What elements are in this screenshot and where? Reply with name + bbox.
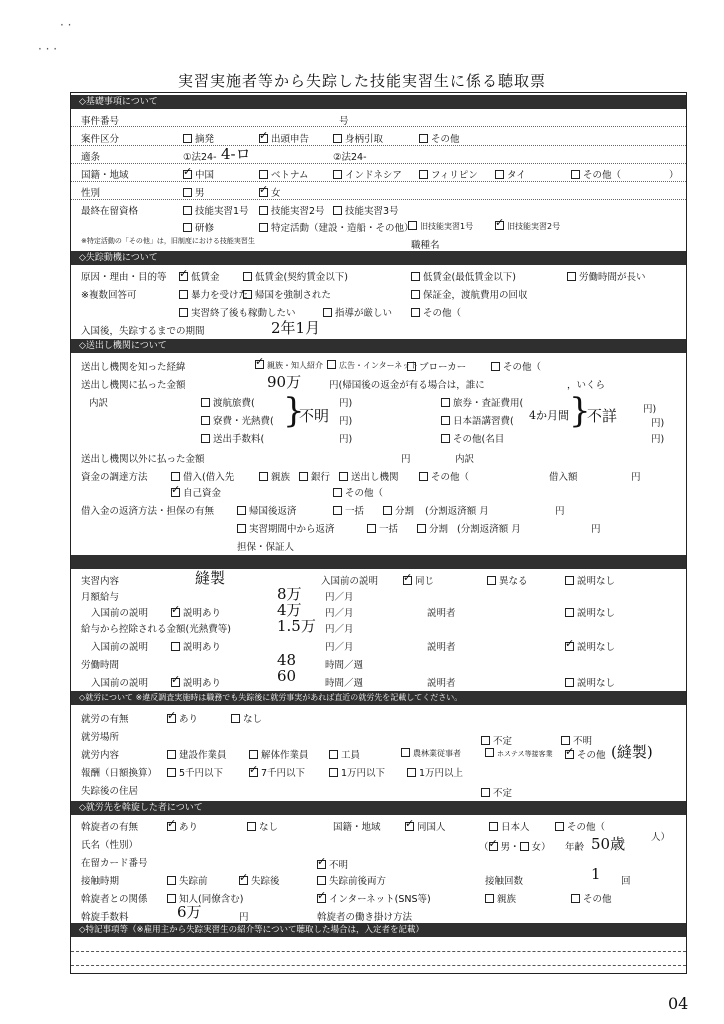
checkbox-r4[interactable] [567, 272, 576, 281]
nat-indonesia: インドネシア [345, 170, 402, 181]
period-label: 入国後，失踪するまでの期間 [81, 326, 205, 337]
explainer-2: 説明者 [427, 642, 456, 653]
ct-arrest: 摘発 [195, 134, 215, 145]
hours-handwritten-1: 48 [277, 651, 297, 669]
checkbox-diff[interactable] [487, 576, 496, 585]
checkbox-st5[interactable] [259, 223, 268, 232]
deduct-handwritten-2: 1.5万 [277, 617, 316, 635]
nat-other: その他（ [583, 170, 622, 181]
checkbox-p1[interactable] [237, 506, 246, 515]
checkbox-broker-male[interactable] [489, 842, 498, 851]
checkbox-r3[interactable] [411, 272, 420, 281]
case-type-label: 案件区分 [81, 134, 120, 145]
other-paid-yen: 円 [401, 454, 411, 465]
checkbox-st4[interactable] [183, 223, 192, 232]
p1: 帰国後返済 [249, 506, 297, 517]
explainer-1: 説明者 [427, 608, 456, 619]
fee-label: 斡旋手数料 [81, 912, 129, 923]
checkbox-broker-jp[interactable] [489, 822, 498, 831]
p4: 実習期間中から返済 [249, 524, 335, 535]
checkbox-p2[interactable] [333, 506, 342, 515]
checkbox-addr-undet[interactable] [481, 788, 490, 797]
count-unit: 回 [621, 876, 631, 887]
r9: 指導が厳しい [335, 308, 393, 319]
checkbox-male[interactable] [183, 188, 192, 197]
status-label: 最終在留資格 [81, 206, 139, 217]
noexp4: 説明なし [577, 678, 616, 689]
checkbox-f6[interactable] [171, 488, 180, 497]
checkbox-g4[interactable] [407, 768, 416, 777]
h2: 広告・インターネット [339, 361, 419, 370]
st3: 技能実習3号 [345, 206, 399, 217]
job-label: 職種名 [411, 240, 440, 251]
nat-philippines: フィリピン [431, 170, 478, 181]
b6: その他(名目 [453, 434, 505, 445]
deduct-pre-label: 入国前の説明 [91, 642, 149, 653]
content-pre-label: 入国前の説明 [321, 576, 379, 587]
f7: その他（ [345, 488, 384, 499]
broker-yes: あり [179, 822, 199, 833]
checkbox-w3[interactable] [329, 750, 338, 759]
broker-female: 女 [531, 842, 542, 853]
p6-amount: (分割返済額 月 [457, 524, 521, 535]
b5-yen: 円) [651, 418, 665, 429]
nationality-label: 国籍・地域 [81, 170, 129, 181]
page-number: 04 [668, 994, 689, 1013]
r10: その他（ [423, 308, 462, 319]
b3-yen: 円) [339, 434, 353, 445]
b5: 日本語講習費( [453, 416, 514, 427]
section-basic: ◇基礎事項について [71, 95, 686, 109]
deduct-handwritten-1: 4万 [277, 601, 302, 619]
checkbox-w4[interactable] [401, 748, 410, 757]
hours-pre-label: 入国前の説明 [91, 678, 149, 689]
checkbox-rl4[interactable] [571, 894, 580, 903]
checkbox-g1[interactable] [167, 768, 176, 777]
breakdown-label: 内訳 [89, 398, 109, 409]
broker-nat-label: 国籍・地域 [333, 822, 381, 833]
exp3: 説明あり [183, 678, 222, 689]
h4: その他（ [503, 362, 542, 373]
checkbox-w6[interactable] [565, 750, 574, 759]
f2: 親族 [271, 472, 291, 483]
checkbox-st1[interactable] [183, 206, 192, 215]
checkbox-w1[interactable] [167, 750, 176, 759]
sex-label: 性別 [81, 188, 101, 199]
status-note: ※特定活動の「その他」は，旧制度における技能実習生 [81, 237, 255, 245]
checkbox-h1[interactable] [255, 360, 264, 369]
method-label: 斡旋者の働き掛け方法 [317, 912, 413, 923]
checkbox-r5[interactable] [179, 290, 188, 299]
checkbox-g2[interactable] [249, 768, 258, 777]
checkbox-c3[interactable] [317, 876, 326, 885]
r2: 低賃金(契約賃金以下) [255, 272, 348, 283]
checkbox-noexp3[interactable] [565, 642, 574, 651]
w3: 工員 [341, 750, 361, 761]
hearing-form: ◇基礎事項について 事件番号 号 案件区分 摘発 ✓ 出頭申告 身柄引取 その他 適条 ①法24- 4-ロ ②法24- 国籍・地域 ✓ 中国 ベトナム インドネシア フィリピン タイ その他（ ） 性別 男 ✓ 女 最終在留資格 技能実習1号 技能実習2号 技能実習3号 研修 特定活動（建設・造船・その他） 旧技能実習1号 ✓ 旧技能実習2号 ※特定活動の「その他」は，旧制度における技能実習生 職種名 ◇失踪動機について 原因・理由・目的等 ✓ 低賃金 低賃金(契約賃金以下) 低賃金(最低賃金以下) 労働時間が長い ※複数回答可 暴力を受けた 帰国を強制された 保証金，渡航費用の回収 実習終了後も稼動したい 指導が厳しい その他（ 入国後，失踪するまでの期間 2年1月 ◇送出し機関について 送出し機関を知った経緯 ✓ 親族・知人紹介 広告・インターネット ブローカー その他（ 送出し機関に払った金額 90万 円(帰国後の返金が有る場合は，誰に ，いくら 内訳 渡航旅費( 円) 寮費・光熱費( 円) 送出手数料( 円) } 不明 旅券・査証費用( 日本語講習費( 4か月間 その他(名目 } 不詳 円) 円) 円) 送出し機関以外に払った金額 円 内訳 資金の調達方法 借入(借入先 親族 銀行 送出し機関 その他（ 借入額 円 ✓自己資金 その他（ 借入金の返済方法・担保の有無 帰国後返済 一括 分割 (分割返済額 月 円 実習期間中から返済 一括 分割 (分割返済額 月 円 担保・保証人 実習内容 縫製 入国前の説明 ✓ 同じ 異なる 説明なし 月額給与 8万 円／月 入国前の説明 ✓ 説明あり 4万 円／月 説明者 説明なし 給与から控除される金額(光熱費等) 1.5万 円／月 入国前の説明 説明あり 円／月 説明者 ✓ 説明なし 労働時間 48 時間／週 入国前の説明 ✓ 説明あり 60 時間／週 説明者 説明なし ◇就労について ※違反調査実施時は職務でも失踪後に就労事実があれば直近の就労先を記載してください。 就労の有無 ✓ あり なし 就労場所 不定 不明 就労内容 建設作業員 解体作業員 工員 農林業従事者 ホステス等接客業 ✓ その他 (縫製) 報酬（日額換算） 5千円以下 ✓ 7千円以下 1万円以下 1万円以上 失踪後の住居 不定 ◇就労先を斡旋した者について 斡旋者の有無 ✓ あり なし 国籍・地域 ✓ 同国人 日本人 その他（ 人） 氏名（性別） （✓ 男・ 女） 年齢 50歳 在留カード番号 ✓ 不明 接触時期 失踪前 ✓ 失踪後 失踪前後両方 接触回数 1 回 斡旋者との関係 知人(同僚含む) ✓ インターネット(SNS等) 親族 その他 斡旋手数料 6万 円 斡旋者の働き掛け方法 ◇特記事項等（※雇用主から失踪実習生の紹介等について聴取した場合は，入定者を記載） [70, 92, 687, 974]
noexp1: 説明なし [577, 576, 616, 587]
scan-specks: · · [60, 18, 72, 32]
law-1-handwritten: 4-ロ [221, 145, 251, 163]
b4-yen: 円) [643, 404, 657, 415]
checkbox-g3[interactable] [329, 768, 338, 777]
contact-label: 接触時期 [81, 876, 120, 887]
w6: その他 [577, 750, 606, 761]
how-label: 送出し機関を知った経緯 [81, 362, 186, 373]
section-agency: ◇送出し機関について [71, 339, 686, 353]
exp1: 説明あり [183, 608, 222, 619]
checkbox-c2[interactable] [239, 876, 248, 885]
hours-label: 労働時間 [81, 660, 120, 671]
checkbox-exp3[interactable] [171, 678, 180, 687]
checkbox-r6[interactable] [243, 290, 252, 299]
checkbox-f7[interactable] [333, 488, 342, 497]
rl3: 親族 [497, 894, 517, 905]
checkbox-work-no[interactable] [231, 714, 240, 723]
g2: 7千円以下 [261, 768, 306, 779]
w6-handwritten: (縫製) [611, 743, 653, 761]
same: 同じ [415, 576, 435, 587]
g1: 5千円以下 [179, 768, 224, 779]
checkbox-custody[interactable] [333, 134, 342, 143]
work-no: なし [243, 714, 263, 725]
r7: 保証金，渡航費用の回収 [423, 290, 528, 301]
checkbox-noexp1[interactable] [565, 576, 574, 585]
rl4: その他 [583, 894, 612, 905]
nat-vietnam: ベトナム [271, 170, 309, 181]
h1: 親族・知人紹介 [267, 361, 323, 370]
p3-yen: 円 [555, 506, 565, 517]
p6: 分割 [429, 524, 449, 535]
paid-ikura: ，いくら [567, 380, 606, 391]
st6: 旧技能実習1号 [420, 222, 474, 231]
pay-unit-2: 円／月 [325, 608, 354, 619]
st1: 技能実習1号 [195, 206, 249, 217]
sex-female: 女 [271, 188, 281, 199]
checkbox-r8[interactable] [179, 308, 188, 317]
checkbox-place-unknown[interactable] [561, 736, 570, 745]
w4: 農林業従事者 [413, 749, 461, 758]
checkbox-p3[interactable] [383, 506, 392, 515]
work-content-label: 就労内容 [81, 750, 120, 761]
section-work: ◇就労について ※違反調査実施時は職務でも失踪後に就労事実があれば直近の就労先を記載してください。 [71, 691, 686, 705]
checkbox-r9[interactable] [323, 308, 332, 317]
p3: 分割 [395, 506, 415, 517]
form-title: 実習実施者等から失踪した技能実習生に係る聴取票 [177, 72, 546, 90]
b3: 送出手数料( [213, 434, 265, 445]
checkbox-nat-other[interactable] [571, 170, 580, 179]
law-label: 適条 [81, 152, 101, 163]
broker-age-label: 年齢 [565, 842, 585, 853]
pay-pre-label: 入国前の説明 [91, 608, 149, 619]
pay-handwritten: 8万 [277, 585, 302, 603]
checkbox-h4[interactable] [491, 362, 500, 371]
unclear2-handwritten: 不詳 [587, 407, 618, 425]
checkbox-rl1[interactable] [167, 894, 176, 903]
checkbox-p4[interactable] [237, 524, 246, 533]
count-handwritten: 1 [591, 865, 601, 883]
section-broker: ◇就労先を斡旋した者について [71, 801, 686, 815]
place-unknown: 不明 [573, 736, 593, 747]
checkbox-f5[interactable] [419, 472, 428, 481]
p3-amount: (分割返済額 月 [425, 506, 489, 517]
checkbox-female[interactable] [259, 188, 268, 197]
ct-custody: 身柄引取 [345, 134, 384, 145]
checkbox-b6[interactable] [441, 434, 450, 443]
work-place-label: 就労場所 [81, 732, 120, 743]
brace-right: } [569, 391, 591, 431]
checkbox-same[interactable] [403, 576, 412, 585]
unclear-handwritten: 不明 [299, 407, 330, 425]
exp2: 説明あり [183, 642, 222, 653]
checkbox-indonesia[interactable] [333, 170, 342, 179]
checkbox-philippines[interactable] [419, 170, 428, 179]
r4: 労働時間が長い [579, 272, 646, 283]
diff: 異なる [499, 576, 528, 587]
checkbox-vietnam[interactable] [259, 170, 268, 179]
brace-left: } [283, 391, 305, 431]
content-handwritten: 縫製 [195, 569, 226, 587]
ct-other: その他 [431, 134, 460, 145]
f4: 送出し機関 [351, 472, 399, 483]
broker-same: 同国人 [417, 822, 446, 833]
f3: 銀行 [311, 472, 331, 483]
card-unknown: 不明 [329, 860, 349, 871]
checkbox-p5[interactable] [367, 524, 376, 533]
reason-label: 原因・理由・目的等 [81, 272, 167, 283]
explainer-3: 説明者 [427, 678, 456, 689]
checkbox-f3[interactable] [299, 472, 308, 481]
card-label: 在留カード番号 [81, 858, 148, 869]
f6: 自己資金 [183, 488, 222, 499]
checkbox-card-unknown[interactable] [317, 860, 326, 869]
borrow-yen: 円 [631, 472, 641, 483]
wage-label: 報酬（日額換算） [81, 768, 158, 779]
noexp3: 説明なし [577, 642, 616, 653]
fee-handwritten: 6万 [177, 903, 202, 921]
checkbox-p6[interactable] [417, 524, 426, 533]
checkbox-broker-yes[interactable] [167, 822, 176, 831]
checkbox-r2[interactable] [243, 272, 252, 281]
checkbox-c1[interactable] [167, 876, 176, 885]
count-label: 接触回数 [485, 876, 524, 887]
g4: 1万円以上 [419, 768, 464, 779]
b1: 渡航旅費( [213, 398, 255, 409]
borrow-amount: 借入額 [549, 472, 578, 483]
fee-yen: 円 [239, 912, 249, 923]
b4: 旅券・査証費用( [453, 398, 524, 409]
section-motive: ◇失踪動機について [71, 251, 686, 265]
hours-unit-2: 時間／週 [325, 678, 364, 689]
broker-age-handwritten: 50歳 [591, 835, 626, 853]
nat-thailand: タイ [507, 170, 526, 181]
b5-handwritten: 4か月間 [529, 409, 569, 422]
case-number-label: 事件番号 [81, 116, 120, 127]
nat-china: 中国 [195, 170, 215, 181]
checkbox-arrest[interactable] [183, 134, 192, 143]
checkbox-noexp4[interactable] [565, 678, 574, 687]
checkbox-h3[interactable] [407, 362, 416, 371]
rl1: 知人(同僚含む) [179, 894, 244, 905]
h3: ブローカー [419, 362, 467, 373]
broker-male: 男 [500, 842, 511, 853]
checkbox-noexp2[interactable] [565, 608, 574, 617]
checkbox-broker-same[interactable] [405, 822, 414, 831]
checkbox-china[interactable] [183, 170, 192, 179]
checkbox-rl3[interactable] [485, 894, 494, 903]
st5: 特定活動（建設・造船・その他） [271, 223, 414, 234]
law-2: ②法24- [333, 152, 367, 163]
b2: 寮費・光熱費( [213, 416, 274, 427]
deduct-unit-2: 円／月 [325, 642, 354, 653]
broker-jp: 日本人 [501, 822, 530, 833]
sex-male: 男 [195, 188, 205, 199]
checkbox-self-report[interactable] [259, 134, 268, 143]
checkbox-exp2[interactable] [171, 642, 180, 651]
pay-unit: 円／月 [325, 592, 354, 603]
work-yes: あり [179, 714, 199, 725]
section-training [71, 555, 686, 569]
hours-handwritten-2: 60 [277, 667, 297, 685]
checkbox-r1[interactable] [179, 272, 188, 281]
scan-specks-2: · · · [38, 42, 58, 56]
st2: 技能実習2号 [271, 206, 325, 217]
checkbox-st6[interactable] [408, 221, 417, 230]
fund-label: 資金の調達方法 [81, 472, 148, 483]
checkbox-broker-no[interactable] [247, 822, 256, 831]
paid-handwritten: 90万 [267, 373, 302, 391]
checkbox-b2[interactable] [201, 416, 210, 425]
checkbox-st7[interactable] [495, 221, 504, 230]
section-notes: ◇特記事項等（※雇用主から失踪実習生の紹介等について聴取した場合は，入定者を記載） [71, 923, 686, 937]
checkbox-st3[interactable] [333, 206, 342, 215]
pay-label: 月額給与 [81, 592, 120, 603]
f5: その他（ [431, 472, 470, 483]
hours-unit: 時間／週 [325, 660, 364, 671]
noexp2: 説明なし [577, 608, 616, 619]
b2-yen: 円) [339, 416, 353, 427]
work-has-label: 就労の有無 [81, 714, 129, 725]
law-1: ①法24- [183, 152, 217, 163]
r3: 低賃金(最低賃金以下) [423, 272, 516, 283]
checkbox-r10[interactable] [411, 308, 420, 317]
w5: ホステス等接客業 [497, 750, 553, 758]
rel-label: 斡旋者との関係 [81, 894, 148, 905]
guarantor: 担保・保証人 [237, 542, 295, 553]
p5: 一括 [379, 524, 399, 535]
addr-undet: 不定 [493, 788, 513, 799]
b1-yen: 円) [339, 398, 353, 409]
other-paid-breakdown: 内訳 [455, 454, 475, 465]
addr-label: 失踪後の住居 [81, 786, 139, 797]
c2: 失踪後 [251, 876, 280, 887]
f1: 借入(借入先 [183, 472, 235, 483]
checkbox-broker-other[interactable] [555, 822, 564, 831]
broker-person: 人） [651, 832, 671, 843]
broker-other: その他（ [567, 822, 606, 833]
p2: 一括 [345, 506, 365, 517]
c3: 失踪前後両方 [329, 876, 387, 887]
w2: 解体作業員 [261, 750, 309, 761]
checkbox-h2[interactable] [327, 360, 336, 369]
checkbox-w2[interactable] [249, 750, 258, 759]
checkbox-f4[interactable] [339, 472, 348, 481]
checkbox-thailand[interactable] [495, 170, 504, 179]
checkbox-broker-female[interactable] [520, 842, 529, 851]
checkbox-b5[interactable] [441, 416, 450, 425]
st7: 旧技能実習2号 [507, 222, 561, 231]
checkbox-w5[interactable] [485, 748, 494, 757]
broker-no: なし [259, 822, 279, 833]
r6: 帰国を強制された [255, 290, 332, 301]
b6-yen: 円) [651, 434, 665, 445]
r8: 実習終了後も稼動したい [191, 308, 296, 319]
checkbox-ct-other[interactable] [419, 134, 428, 143]
checkbox-f2[interactable] [259, 472, 268, 481]
period-handwritten: 2年1月 [271, 319, 321, 337]
paid-yen-note: 円(帰国後の返金が有る場合は，誰に [329, 380, 485, 391]
deduct-label: 給与から控除される金額(光熱費等) [81, 624, 231, 635]
checkbox-b4[interactable] [441, 398, 450, 407]
repay-label: 借入金の返済方法・担保の有無 [81, 506, 215, 517]
g3: 1万円以下 [341, 768, 386, 779]
paid-label: 送出し機関に払った金額 [81, 380, 186, 391]
checkbox-st2[interactable] [259, 206, 268, 215]
checkbox-b1[interactable] [201, 398, 210, 407]
c1: 失踪前 [179, 876, 208, 887]
deduct-unit: 円／月 [325, 624, 354, 635]
checkbox-work-yes[interactable] [167, 714, 176, 723]
content-label: 実習内容 [81, 576, 120, 587]
rl2: インターネット(SNS等) [329, 894, 431, 905]
checkbox-exp1[interactable] [171, 608, 180, 617]
st4: 研修 [195, 223, 215, 234]
r1: 低賃金 [191, 272, 220, 283]
nat-close: ） [669, 170, 679, 181]
checkbox-r7[interactable] [411, 290, 420, 299]
broker-name-label: 氏名（性別） [81, 840, 139, 851]
checkbox-f1[interactable] [171, 472, 180, 481]
r5: 暴力を受けた [191, 290, 249, 301]
w1: 建設作業員 [179, 750, 227, 761]
checkbox-place-undet[interactable] [481, 736, 490, 745]
checkbox-b3[interactable] [201, 434, 210, 443]
multi-label: ※複数回答可 [81, 290, 137, 301]
checkbox-rl2[interactable] [317, 894, 326, 903]
p6-yen: 円 [591, 524, 601, 535]
other-paid-label: 送出し機関以外に払った金額 [81, 454, 205, 465]
case-number-suffix: 号 [339, 116, 349, 127]
place-undet: 不定 [493, 736, 513, 747]
broker-has-label: 斡旋者の有無 [81, 822, 139, 833]
ct-self-report: 出頭申告 [271, 134, 310, 145]
